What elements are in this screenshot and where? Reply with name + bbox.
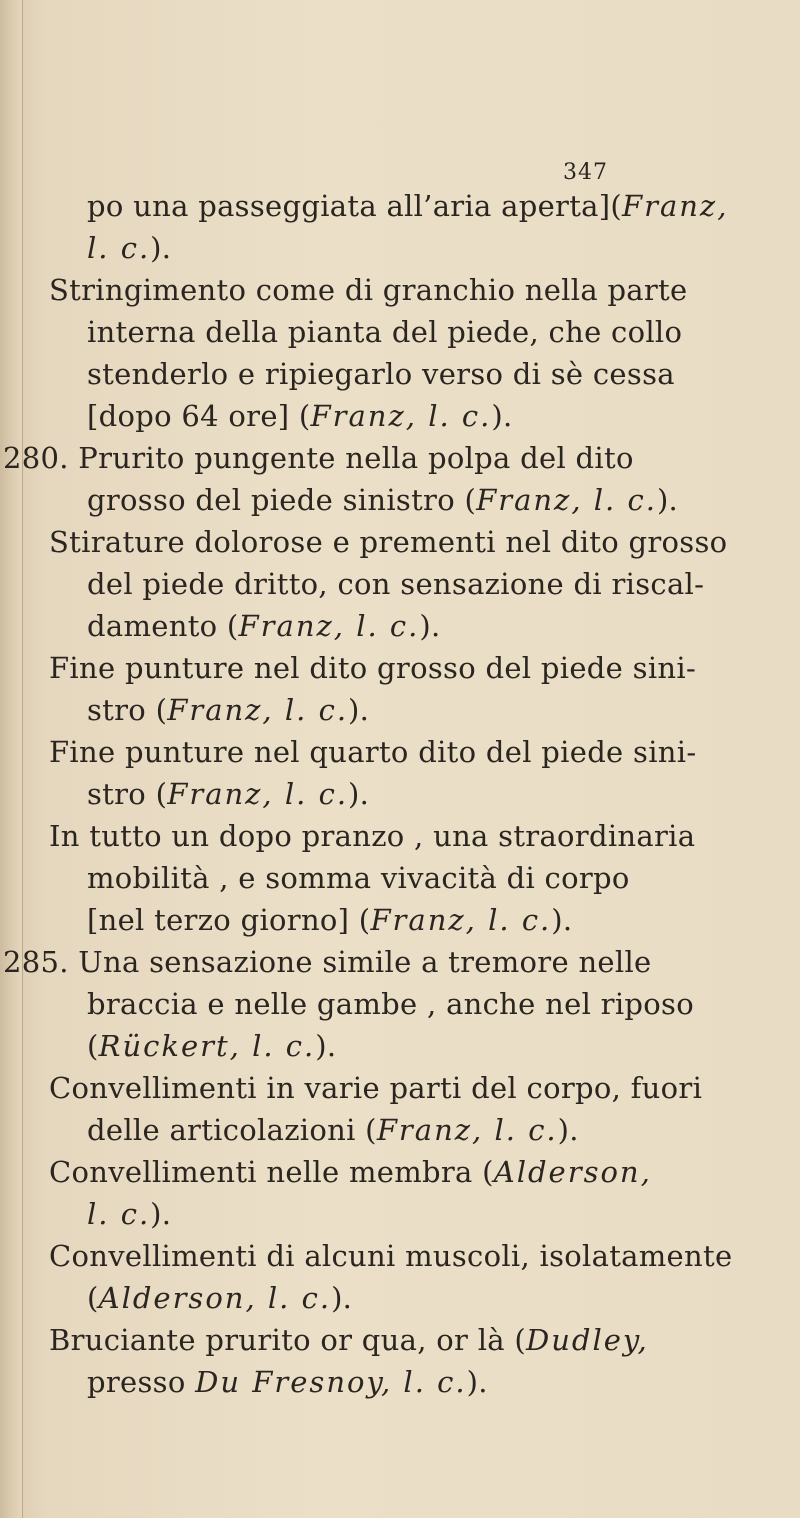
text-line: Convellimenti di alcuni muscoli, isolatamente [49,1239,733,1273]
text-line: del piede dritto, con sensazione di riscal- [87,567,705,601]
text-line: (Rückert, l. c.). [87,1029,337,1063]
text-line: l. c.). [87,231,172,265]
text-line: 280. Prurito pungente nella polpa del dito [3,441,634,475]
text-line: In tutto un dopo pranzo , una straordinaria [49,819,696,853]
text-line: mobilità , e somma vivacità di corpo [87,861,630,895]
text-line: interna della pianta del piede, che collo [87,315,683,349]
text-line: [nel terzo giorno] (Franz, l. c.). [87,903,573,937]
text-line: Stirature dolorose e prementi nel dito grosso [49,525,728,559]
text-line: delle articolazioni (Franz, l. c.). [87,1113,579,1147]
text-line: Stringimento come di granchio nella parte [49,273,688,307]
text-line: Fine punture nel dito grosso del piede sini- [49,651,697,685]
text-line: Convellimenti nelle membra (Alderson, [49,1155,652,1189]
page-number: 347 [563,160,608,185]
text-line: (Alderson, l. c.). [87,1281,353,1315]
text-line: [dopo 64 ore] (Franz, l. c.). [87,399,513,433]
text-line: stro (Franz, l. c.). [87,693,370,727]
text-line: damento (Franz, l. c.). [87,609,441,643]
text-line: Fine punture nel quarto dito del piede sini- [49,735,697,769]
text-line: presso Du Fresnoy, l. c.). [87,1365,488,1399]
text-line: po una passeggiata all’aria aperta](Franz, [87,189,729,223]
text-line: stenderlo e ripiegarlo verso di sè cessa [87,357,675,391]
text-line: l. c.). [87,1197,172,1231]
text-line: 285. Una sensazione simile a tremore nelle [3,945,652,979]
text-line: Convellimenti in varie parti del corpo, fuori [49,1071,703,1105]
text-line: stro (Franz, l. c.). [87,777,370,811]
text-line: grosso del piede sinistro (Franz, l. c.). [87,483,679,517]
text-line: braccia e nelle gambe , anche nel riposo [87,987,694,1021]
text-line: Bruciante prurito or qua, or là (Dudley, [49,1323,649,1357]
page-gutter [0,0,23,1518]
